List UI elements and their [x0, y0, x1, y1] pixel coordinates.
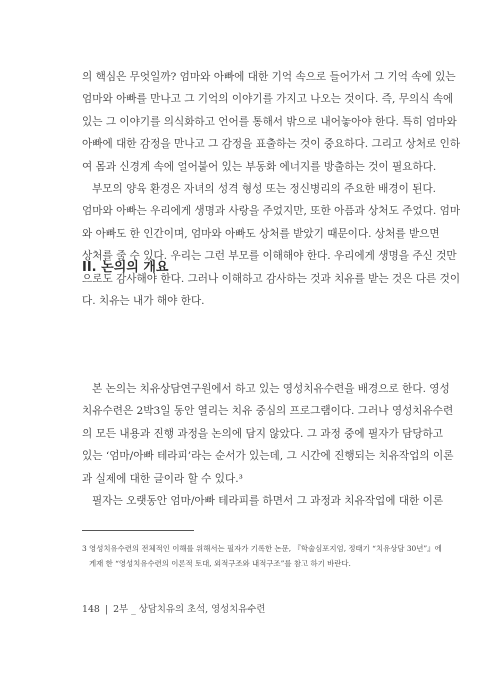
text-line: 과 실제에 대한 글이라 할 수 있다.³	[82, 472, 243, 485]
text-line: 있는 ‘엄마/아빠 테라피’라는 순서가 있는데, 그 시간에 진행되는 치유작업의 이론	[82, 450, 454, 463]
page-footer	[82, 601, 265, 615]
text-line: 여 몸과 신경계 속에 얼어붙어 있는 부동화 에너지를 방출하는 것이 필요하다.	[82, 160, 437, 173]
footer-separator: |	[104, 604, 109, 615]
text-line: 필자는 오랫동안 엄마/아빠 테라피를 하면서 그 과정과 치유작업에 대한 이론	[92, 495, 444, 508]
text-line: 의 모든 내용과 진행 과정을 논의에 담지 않았다. 그 과정 중에 필자가 담당하고	[82, 427, 444, 440]
text-line: 엄마와 아빠는 우리에게 생명과 사랑을 주었지만, 또한 아픔과 상처도 주었다. 엄마	[82, 205, 461, 218]
footnote-divider	[82, 530, 194, 531]
body-text-lower	[82, 378, 454, 512]
text-line: 엄마와 아빠를 만나고 그 기억의 이야기를 가지고 나오는 것이다. 즉, 무의식 속에	[82, 93, 454, 106]
footnote-line: 게재 한 “영성치유수련의 이론적 토대, 외적구조와 내적구조”를 참고 하기 바란다.	[89, 559, 351, 568]
text-line: 있는 그 이야기를 의식화하고 언어를 통해서 밖으로 내어놓아야 한다. 특히 엄마와	[82, 115, 457, 128]
paragraph-4	[82, 490, 444, 512]
text-line: 치유수련은 2박3일 동안 열리는 치유 중심의 프로그램이다. 그러나 영성치유수련	[82, 405, 454, 418]
paragraph-3	[82, 378, 454, 490]
footnote-line: 3 영성치유수련의 전체적인 이해를 위해서는 필자가 기록한 논문, 『학술심포지엄, 정태기 “치유상담 30년”』에	[82, 544, 442, 553]
text-line: 부모의 양육 환경은 자녀의 성격 형성 또는 정신병리의 주요한 배경이 된다.	[92, 183, 437, 196]
text-line: 으로도 감사해야 한다. 그러나 이해하고 감사하는 것과 치유를 받는 것은 다른 것이	[82, 272, 461, 285]
text-line: 의 핵심은 무엇일까? 엄마와 아빠에 대한 기억 속으로 들어가서 그 기억 속에 있는	[82, 71, 456, 83]
section-heading: II. 논의의 개요	[82, 260, 169, 275]
paragraph-2	[82, 178, 461, 312]
paragraph-1	[82, 66, 461, 178]
running-title: 2부 _ 상담치유의 초석, 영성치유수련	[113, 604, 266, 615]
text-line: 다. 치유는 내가 해야 한다.	[82, 295, 205, 308]
footnote	[82, 541, 442, 571]
text-line: 아빠에 대한 감정을 만나고 그 감정을 표출하는 것이 중요하다. 그리고 상처로 인하	[82, 138, 461, 151]
page-number: 148	[82, 604, 100, 615]
text-line: 와 아빠도 한 인간이며, 엄마와 아빠도 상처를 받았기 때문이다. 상처를 받으면	[82, 227, 440, 240]
body-text-upper	[82, 66, 461, 312]
text-line: 상처를 줄 수 있다. 우리는 그런 부모를 이해해야 한다. 우리에게 생명을 주신 것만	[82, 250, 457, 263]
text-line: 본 논의는 치유상담연구원에서 하고 있는 영성치유수련을 배경으로 한다. 영성	[92, 383, 450, 395]
